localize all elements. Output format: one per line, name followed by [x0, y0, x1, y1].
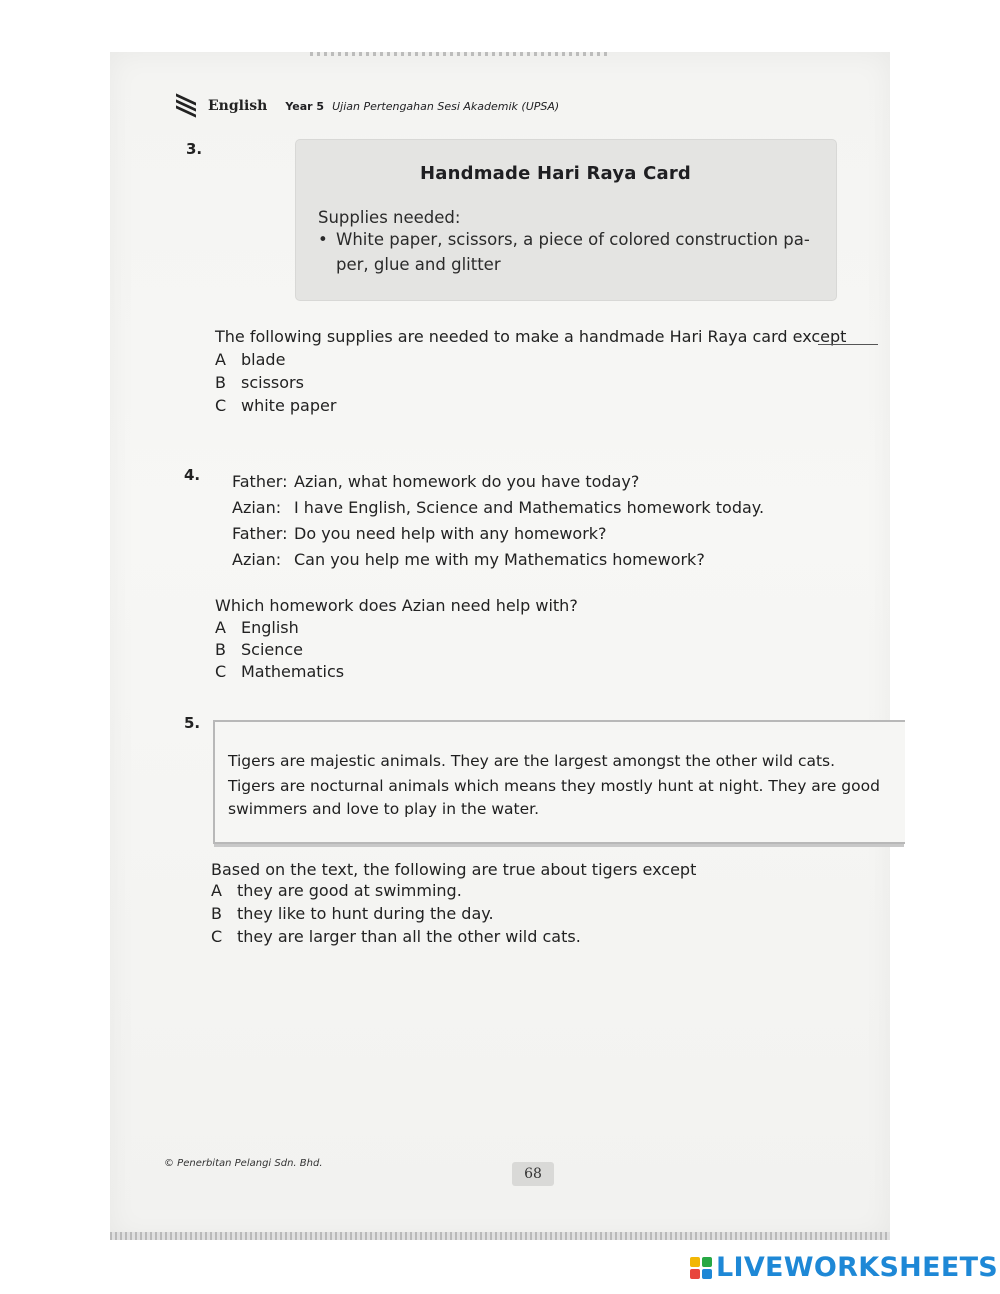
- question-3-number: 3.: [186, 140, 203, 158]
- supplies-line-2: per, glue and glitter: [336, 255, 501, 274]
- question-5-option-c[interactable]: C they are larger than all the other wild cats.: [211, 927, 581, 946]
- answer-blank[interactable]: [818, 344, 878, 345]
- dialogue-line: Azian: Can you help me with my Mathematics homework?: [232, 550, 705, 569]
- question-5-option-a[interactable]: A they are good at swimming.: [211, 881, 462, 900]
- year-label: Year 5: [285, 99, 325, 113]
- copyright-notice: © Penerbitan Pelangi Sdn. Bhd.: [164, 1158, 323, 1169]
- subject-title: English: [208, 98, 268, 114]
- question-5-option-b[interactable]: B they like to hunt during the day.: [211, 904, 494, 923]
- dialogue-line: Father: Azian, what homework do you have today?: [232, 472, 640, 491]
- supplies-bullet: •: [318, 230, 328, 249]
- liveworksheets-logo: [690, 1252, 998, 1283]
- infobox-title: Handmade Hari Raya Card: [420, 163, 692, 184]
- page-number: 68: [512, 1162, 554, 1186]
- question-5-number: 5.: [184, 714, 201, 732]
- passage-line: swimmers and love to play in the water.: [228, 800, 539, 818]
- exam-title: Ujian Pertengahan Sesi Akademik (UPSA): [332, 99, 560, 113]
- liveworksheets-grid-icon: [690, 1257, 712, 1279]
- page-edge: [110, 1232, 890, 1240]
- passage-line: Tigers are nocturnal animals which means they mostly hunt at night. They are good: [228, 777, 880, 795]
- page-header: [176, 96, 559, 116]
- dialogue-line: Father: Do you need help with any homework?: [232, 524, 607, 543]
- question-3-option-c[interactable]: C white paper: [215, 396, 337, 415]
- liveworksheets-wordmark: LIVEWORKSHEETS: [716, 1252, 999, 1283]
- question-3-option-b[interactable]: B scissors: [215, 373, 304, 392]
- question-4-option-a[interactable]: A English: [215, 618, 299, 637]
- question-5-text: Based on the text, the following are true about tigers except: [211, 860, 697, 879]
- question-4-option-c[interactable]: C Mathematics: [215, 662, 345, 681]
- passage-line: Tigers are majestic animals. They are the largest amongst the other wild cats.: [228, 752, 836, 770]
- question-4-text: Which homework does Azian need help with?: [215, 596, 578, 615]
- supplies-label: Supplies needed:: [318, 208, 461, 227]
- question-4-option-b[interactable]: B Science: [215, 640, 304, 659]
- supplies-line-1: White paper, scissors, a piece of colored construction pa-: [336, 230, 810, 249]
- publisher-logo-icon: [176, 96, 198, 116]
- question-4-number: 4.: [184, 466, 201, 484]
- question-3-option-a[interactable]: A blade: [215, 350, 286, 369]
- question-3-text: The following supplies are needed to make a handmade Hari Raya card except: [215, 327, 847, 346]
- dialogue-line: Azian: I have English, Science and Mathematics homework today.: [232, 498, 765, 517]
